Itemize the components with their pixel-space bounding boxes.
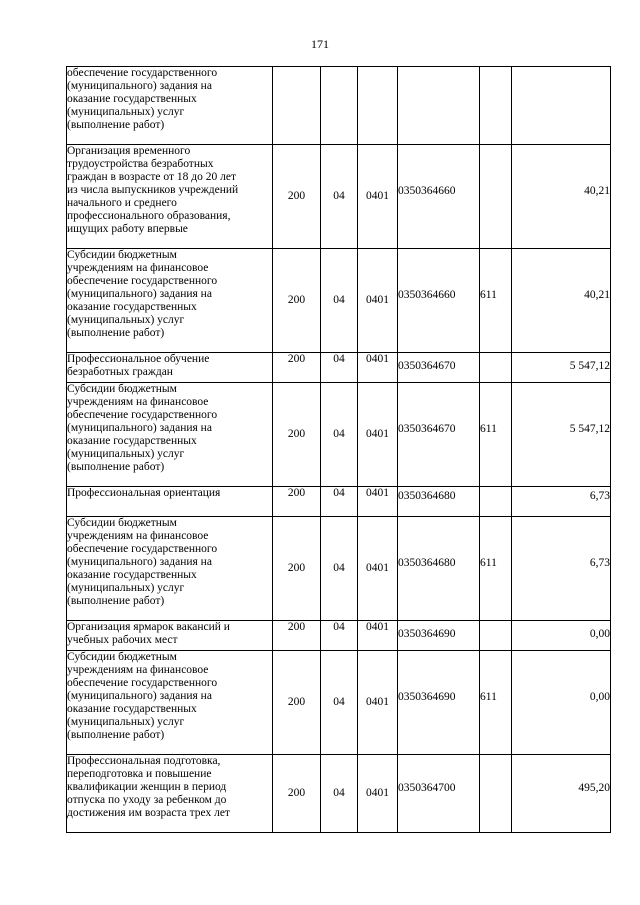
row-vr <box>480 145 512 249</box>
row-sum: 0,00 <box>512 621 611 651</box>
table-row <box>67 755 611 833</box>
row-csr: 0350364700 <box>398 755 480 833</box>
row-grbs: 200 <box>273 145 321 249</box>
row-prz: 0401 <box>358 755 398 833</box>
row-prz: 0401 <box>358 353 398 383</box>
row-rz: 04 <box>321 249 358 353</box>
row-name: Субсидии бюджетным учреждениям на финансовое обеспечение государственного (муниципального) задания на оказание государственных (муниципальных) услуг (выполнение работ) <box>67 249 273 353</box>
row-name: обеспечение государственного (муниципального) задания на оказание государственных (муниципальных) услуг (выполнение работ) <box>67 67 273 145</box>
row-sum: 495,20 <box>512 755 611 833</box>
row-vr: 611 <box>480 651 512 755</box>
row-rz: 04 <box>321 353 358 383</box>
row-prz: 0401 <box>358 487 398 517</box>
row-sum: 6,73 <box>512 487 611 517</box>
row-sum: 0,00 <box>512 651 611 755</box>
table-row <box>67 517 611 621</box>
row-grbs: 200 <box>273 621 321 651</box>
row-name: Профессиональная ориентация <box>67 487 273 517</box>
row-vr: 611 <box>480 383 512 487</box>
table-row <box>67 353 611 383</box>
row-vr: 611 <box>480 517 512 621</box>
row-grbs: 200 <box>273 755 321 833</box>
budget-table <box>66 66 611 833</box>
row-sum: 40,21 <box>512 145 611 249</box>
row-vr <box>480 67 512 145</box>
table-row <box>67 145 611 249</box>
row-prz: 0401 <box>358 517 398 621</box>
row-name: Организация ярмарок вакансий и учебных рабочих мест <box>67 621 273 651</box>
row-rz: 04 <box>321 145 358 249</box>
row-grbs: 200 <box>273 249 321 353</box>
row-name: Профессиональное обучение безработных граждан <box>67 353 273 383</box>
row-vr: 611 <box>480 249 512 353</box>
row-sum <box>512 67 611 145</box>
table-row <box>67 383 611 487</box>
row-vr <box>480 755 512 833</box>
row-vr <box>480 353 512 383</box>
row-prz: 0401 <box>358 383 398 487</box>
row-rz: 04 <box>321 487 358 517</box>
page-number: 171 <box>311 37 329 51</box>
row-csr: 0350364680 <box>398 517 480 621</box>
row-csr: 0350364690 <box>398 621 480 651</box>
table-row <box>67 249 611 353</box>
row-csr: 0350364660 <box>398 249 480 353</box>
row-sum: 5 547,12 <box>512 383 611 487</box>
row-grbs: 200 <box>273 517 321 621</box>
table-row <box>67 651 611 755</box>
row-grbs: 200 <box>273 651 321 755</box>
row-grbs: 200 <box>273 383 321 487</box>
row-sum: 5 547,12 <box>512 353 611 383</box>
row-csr: 0350364670 <box>398 383 480 487</box>
row-prz: 0401 <box>358 621 398 651</box>
row-prz: 0401 <box>358 651 398 755</box>
row-csr: 0350364670 <box>398 353 480 383</box>
row-name: Субсидии бюджетным учреждениям на финансовое обеспечение государственного (муниципального) задания на оказание государственных (муниципальных) услуг (выполнение работ) <box>67 517 273 621</box>
row-name: Субсидии бюджетным учреждениям на финансовое обеспечение государственного (муниципального) задания на оказание государственных (муниципальных) услуг (выполнение работ) <box>67 651 273 755</box>
row-rz <box>321 67 358 145</box>
row-rz: 04 <box>321 651 358 755</box>
row-csr: 0350364690 <box>398 651 480 755</box>
row-sum: 6,73 <box>512 517 611 621</box>
row-prz: 0401 <box>358 249 398 353</box>
row-grbs <box>273 67 321 145</box>
table-row <box>67 621 611 651</box>
row-name: Субсидии бюджетным учреждениям на финансовое обеспечение государственного (муниципального) задания на оказание государственных (муниципальных) услуг (выполнение работ) <box>67 383 273 487</box>
row-name: Организация временного трудоустройства безработных граждан в возрасте от 18 до 20 лет из числа выпускников учреждений начального и среднего профессионального образования, ищущих работу впервые <box>67 145 273 249</box>
row-rz: 04 <box>321 383 358 487</box>
table-row <box>67 67 611 145</box>
row-name: Профессиональная подготовка, переподготовка и повышение квалификации женщин в период отпуска по уходу за ребенком до достижения им возраста трех лет <box>67 755 273 833</box>
row-vr <box>480 487 512 517</box>
row-csr: 0350364660 <box>398 145 480 249</box>
row-csr: 0350364680 <box>398 487 480 517</box>
row-csr <box>398 67 480 145</box>
row-rz: 04 <box>321 621 358 651</box>
row-prz: 0401 <box>358 145 398 249</box>
table-row <box>67 487 611 517</box>
row-rz: 04 <box>321 755 358 833</box>
row-vr <box>480 621 512 651</box>
row-grbs: 200 <box>273 353 321 383</box>
row-prz <box>358 67 398 145</box>
row-grbs: 200 <box>273 487 321 517</box>
row-rz: 04 <box>321 517 358 621</box>
row-sum: 40,21 <box>512 249 611 353</box>
